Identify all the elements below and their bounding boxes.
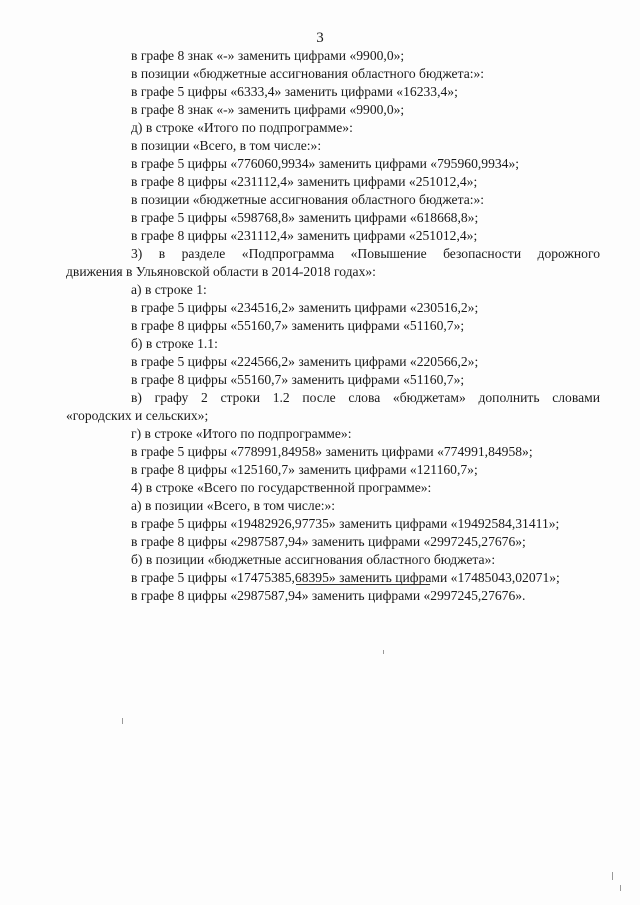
text-line: в графе 8 цифры «2987587,94» заменить цифрами «2997245,27676»; [131, 534, 526, 549]
page-number: 3 [316, 30, 324, 46]
scan-artifact [612, 872, 613, 880]
text-line: в графе 8 цифры «231112,4» заменить цифрами «251012,4»; [131, 174, 478, 189]
text-line: в графе 5 цифры «224566,2» заменить цифрами «220566,2»; [131, 354, 479, 369]
text-line: б) в строке 1.1: [131, 336, 218, 351]
text-line: в графе 8 цифры «125160,7» заменить цифрами «121160,7»; [131, 462, 478, 477]
text-line: в графе 5 цифры «19482926,97735» заменить цифрами «19492584,31411»; [131, 516, 560, 531]
text-line: в) графу 2 строки 1.2 после слова «бюджетам» дополнить словами [131, 390, 600, 405]
text-line: в графе 5 цифры «776060,9934» заменить цифрами «795960,9934»; [131, 156, 520, 171]
text-line: в позиции «бюджетные ассигнования областного бюджета:»: [131, 66, 485, 81]
text-line: в позиции «бюджетные ассигнования областного бюджета:»: [131, 192, 485, 207]
text-line: в графе 8 цифры «55160,7» заменить цифрами «51160,7»; [131, 372, 465, 387]
scan-artifact [383, 650, 384, 654]
separator-line [296, 584, 430, 585]
scan-artifact [620, 885, 621, 891]
text-line: д) в строке «Итого по подпрограмме»: [131, 120, 353, 135]
text-line: в графе 5 цифры «234516,2» заменить цифрами «230516,2»; [131, 300, 479, 315]
text-line: а) в позиции «Всего, в том числе:»: [131, 498, 336, 513]
text-line: 4) в строке «Всего по государственной программе»: [131, 480, 432, 495]
text-line: в графе 8 цифры «2987587,94» заменить цифрами «2997245,27676». [131, 588, 526, 603]
text-line: г) в строке «Итого по подпрограмме»: [131, 426, 352, 441]
text-line: в графе 5 цифры «17475385,68395» заменить цифрами «17485043,02071»; [131, 570, 560, 585]
text-line: б) в позиции «бюджетные ассигнования областного бюджета»: [131, 552, 496, 567]
text-line: в графе 8 цифры «231112,4» заменить цифрами «251012,4»; [131, 228, 478, 243]
text-line: в графе 8 цифры «55160,7» заменить цифрами «51160,7»; [131, 318, 465, 333]
text-line: в графе 5 цифры «778991,84958» заменить цифрами «774991,84958»; [131, 444, 533, 459]
text-line: движения в Ульяновской области в 2014-2018 годах»: [66, 264, 376, 279]
text-line: а) в строке 1: [131, 282, 207, 297]
text-line: в графе 5 цифры «598768,8» заменить цифрами «618668,8»; [131, 210, 479, 225]
text-line: «городских и сельских»; [66, 408, 209, 423]
text-line: 3) в разделе «Подпрограмма «Повышение безопасности дорожного [131, 246, 600, 261]
scan-artifact [122, 718, 123, 724]
text-line: в позиции «Всего, в том числе:»: [131, 138, 322, 153]
text-line: в графе 5 цифры «6333,4» заменить цифрами «16233,4»; [131, 84, 458, 99]
text-line: в графе 8 знак «-» заменить цифрами «9900,0»; [131, 48, 405, 63]
text-line: в графе 8 знак «-» заменить цифрами «9900,0»; [131, 102, 405, 117]
